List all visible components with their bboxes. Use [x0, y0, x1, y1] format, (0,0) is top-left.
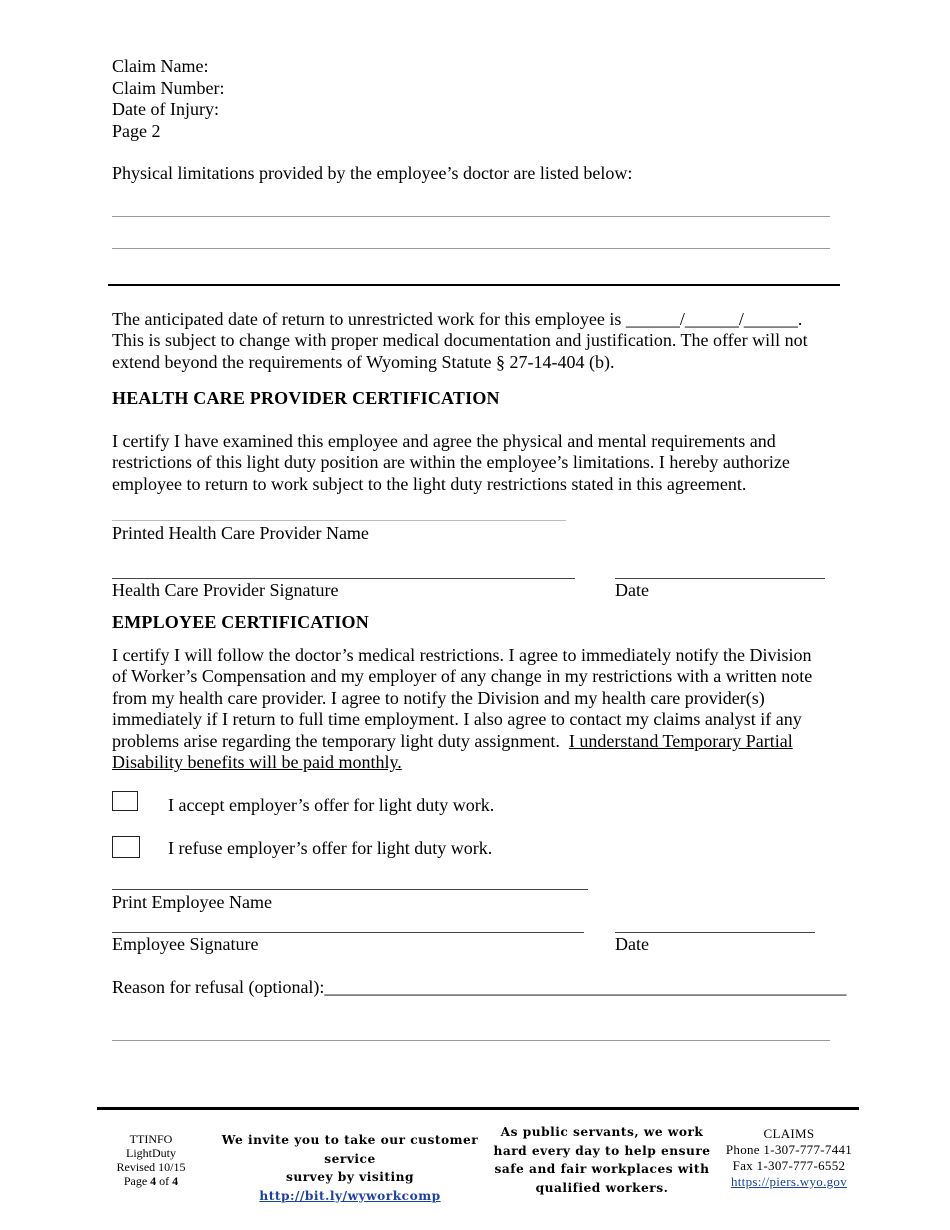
claim-number-label: Claim Number:: [112, 78, 225, 98]
provider-cert-heading: HEALTH CARE PROVIDER CERTIFICATION: [112, 388, 500, 408]
tpd-notice-part-2: Disability benefits will be paid monthly.: [112, 752, 402, 772]
employee-cert-line-3: from my health care provider. I agree to notify the Division and my health care provider(s): [112, 688, 765, 708]
page-label: Page 2: [112, 121, 161, 141]
employee-signature-label: Employee Signature: [112, 934, 259, 954]
survey-line-2: survey by visiting: [286, 1170, 414, 1184]
employee-name-label: Print Employee Name: [112, 892, 272, 912]
employee-signature-line[interactable]: [112, 932, 584, 933]
employee-name-line[interactable]: [112, 889, 588, 890]
footer-divider: [97, 1107, 859, 1110]
survey-invite: [200, 1131, 500, 1205]
form-name: LightDuty: [126, 1146, 176, 1160]
motto-line-4: qualified workers.: [535, 1180, 669, 1195]
public-servants-motto: [492, 1123, 712, 1197]
provider-date-line[interactable]: [615, 578, 825, 579]
provider-cert-line-2: restrictions of this light duty position are within the employee’s limitations. I hereby authorize: [112, 452, 790, 472]
employee-cert-line-4: immediately if I return to full time employment. I also agree to contact my claims analyst if any: [112, 709, 802, 729]
form-revised: Revised 10/15: [116, 1160, 186, 1174]
claims-contact: [715, 1126, 863, 1190]
limitations-line-1[interactable]: [112, 216, 830, 217]
employee-date-line[interactable]: [615, 932, 815, 933]
tpd-notice-part-1: I understand Temporary Partial: [568, 731, 793, 751]
page-total: 4: [172, 1174, 179, 1188]
employee-cert-line-5-text: problems arise regarding the temporary light duty assignment.: [112, 731, 569, 751]
claims-phone: Phone 1-307-777-7441: [725, 1142, 853, 1157]
survey-link[interactable]: http://bit.ly/wyworkcomp: [259, 1188, 441, 1203]
employee-cert-line-1: I certify I will follow the doctor’s medical restrictions. I agree to immediately notify the Division: [112, 645, 812, 665]
form-page: [112, 1174, 190, 1188]
form-id: TTINFO: [129, 1132, 173, 1146]
provider-name-line[interactable]: [112, 520, 566, 521]
provider-signature-line[interactable]: [112, 578, 575, 579]
return-date-sentence: The anticipated date of return to unrestricted work for this employee is ______/______/______.: [112, 309, 803, 329]
claims-title: CLAIMS: [763, 1126, 815, 1141]
motto-line-3: safe and fair workplaces with: [494, 1162, 710, 1176]
motto-line-1: As public servants, we work: [500, 1125, 704, 1139]
employee-date-label: Date: [615, 934, 649, 954]
claims-fax: Fax 1-307-777-6552: [732, 1158, 846, 1173]
claim-name-label: Claim Name:: [112, 56, 209, 76]
page-prefix: Page: [123, 1174, 151, 1188]
refuse-offer-label: I refuse employer’s offer for light duty work.: [168, 838, 493, 858]
employee-cert-line-2: of Worker’s Compensation and my employer of any change in my restrictions with a written note: [112, 666, 813, 686]
section-divider: [108, 284, 840, 286]
limitations-line-2[interactable]: [112, 248, 830, 249]
employee-cert-heading: EMPLOYEE CERTIFICATION: [112, 612, 369, 632]
provider-signature-label: Health Care Provider Signature: [112, 580, 339, 600]
return-date-line-2: This is subject to change with proper medical documentation and justification. The offer will not: [112, 330, 808, 350]
form-info: [112, 1132, 190, 1188]
return-date-line-3: extend beyond the requirements of Wyoming Statute § 27-14-404 (b).: [112, 352, 615, 372]
date-of-injury-label: Date of Injury:: [112, 99, 219, 119]
survey-line-1: We invite you to take our customer service: [221, 1133, 479, 1166]
provider-cert-line-3: employee to return to work subject to the light duty restrictions stated in this agreement.: [112, 474, 747, 494]
provider-cert-line-1: I certify I have examined this employee and agree the physical and mental requirements and: [112, 431, 776, 451]
page-num: 4: [150, 1174, 157, 1188]
accept-offer-label: I accept employer’s offer for light duty work.: [168, 795, 495, 815]
motto-line-2: hard every day to help ensure: [493, 1143, 711, 1158]
provider-name-label: Printed Health Care Provider Name: [112, 523, 369, 543]
piers-website-link[interactable]: https://piers.wyo.gov: [730, 1174, 848, 1189]
accept-offer-checkbox[interactable]: [112, 791, 138, 811]
refusal-reason-line-2[interactable]: [112, 1040, 830, 1041]
employee-cert-line-5: [112, 731, 793, 753]
limitations-intro: Physical limitations provided by the employee’s doctor are listed below:: [112, 163, 633, 183]
provider-date-label: Date: [615, 580, 649, 600]
page-of: of: [156, 1174, 173, 1188]
refusal-reason-field[interactable]: Reason for refusal (optional):__________________________________________________________: [112, 977, 847, 997]
refuse-offer-checkbox[interactable]: [112, 836, 140, 858]
